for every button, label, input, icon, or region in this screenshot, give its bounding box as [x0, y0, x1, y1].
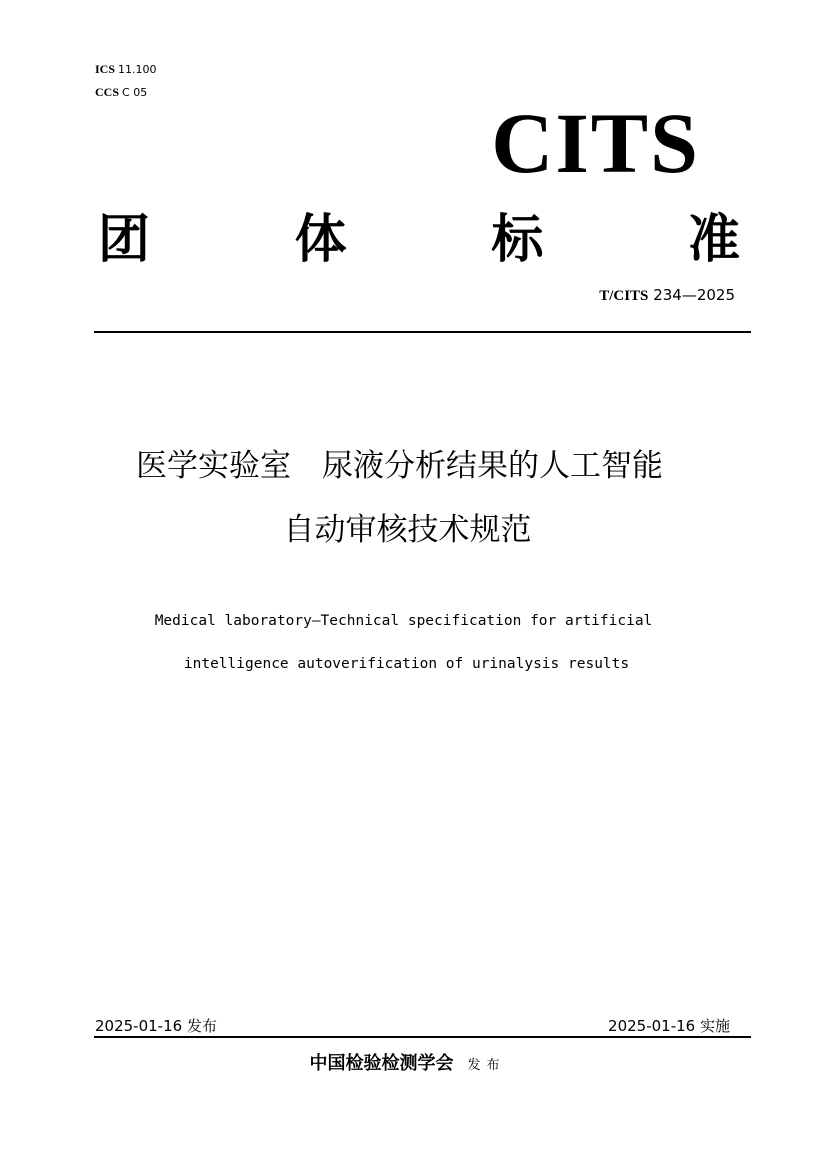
standard-type-char: 体: [294, 209, 347, 270]
publisher-org: 中国检验检测学会: [309, 1053, 454, 1074]
standard-type-char: 标: [491, 209, 544, 270]
ccs-code: [95, 81, 157, 104]
ics-value: 11.100: [118, 63, 157, 76]
title-cn-line1: 医学实验室 尿液分析结果的人工智能: [136, 448, 663, 484]
standard-number: [599, 286, 735, 305]
ccs-label: CCS: [95, 85, 120, 99]
ics-code: [95, 58, 157, 81]
cits-logo: CITS: [491, 95, 700, 191]
title-en-line2: intelligence autoverification of urinalysis results: [183, 656, 630, 672]
standard-number-value: 234—2025: [653, 286, 735, 304]
publisher-action: 发布: [467, 1058, 506, 1073]
ccs-value: C 05: [122, 86, 148, 99]
title-en-line1: Medical laboratory—Technical specification for artificial: [154, 613, 653, 629]
bottom-divider: [94, 1036, 751, 1038]
publisher: [0, 1049, 815, 1075]
classification-codes: [95, 58, 157, 104]
ics-label: ICS: [95, 62, 116, 76]
standard-type-char: 准: [687, 209, 740, 270]
implement-date: 2025-01-16 实施: [608, 1017, 730, 1035]
standard-type-heading: [98, 209, 740, 270]
standard-type-char: 团: [98, 209, 151, 270]
issue-date: 2025-01-16 发布: [95, 1017, 217, 1035]
title-cn-line2: 自动审核技术规范: [283, 512, 532, 548]
standard-number-prefix: T/CITS: [599, 288, 649, 304]
top-divider: [94, 331, 751, 333]
